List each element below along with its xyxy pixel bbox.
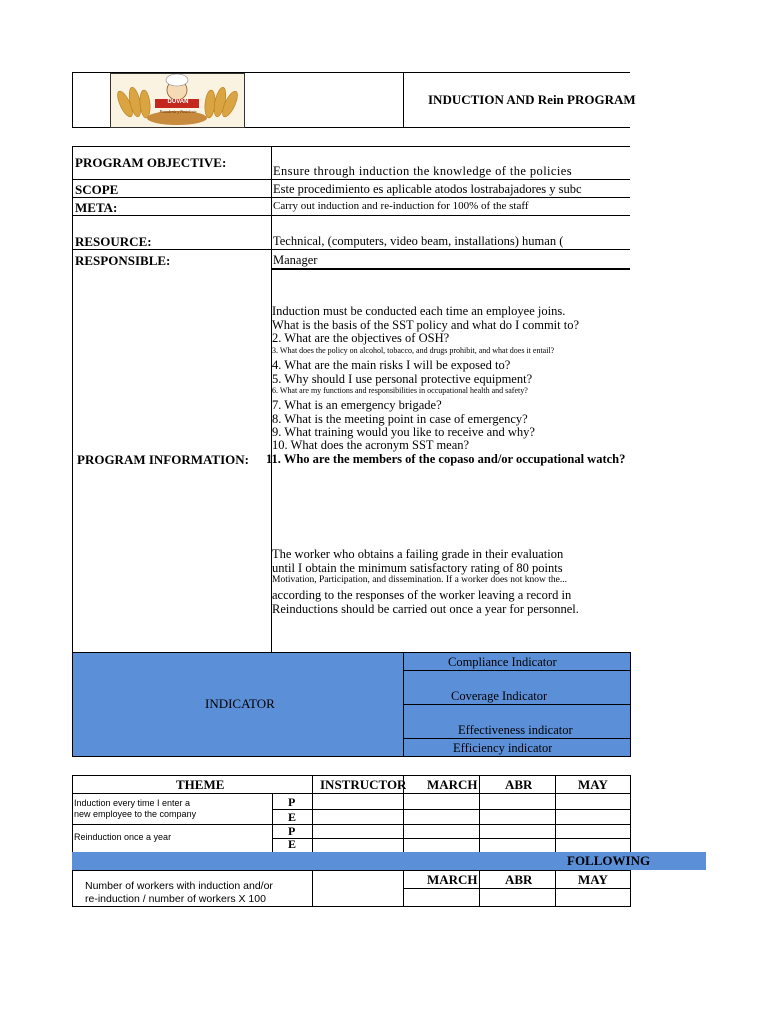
formula-line1: Number of workers with induction and/or xyxy=(85,880,273,892)
theme-induction-line2: new employee to the company xyxy=(74,809,197,819)
info-line: 4. What are the main risks I will be exposed to? xyxy=(272,358,511,372)
plan-marker: P xyxy=(288,824,296,838)
evaluation-line: Motivation, Participation, and dissemination. If a worker does not know the... xyxy=(272,575,567,585)
scope-value: Este procedimiento es aplicable atodos lostrabajadores y subc xyxy=(273,182,582,196)
info-line: 7. What is an emergency brigade? xyxy=(272,398,442,412)
follow-abr: ABR xyxy=(505,872,533,887)
evaluation-line: until I obtain the minimum satisfactory rating of 80 points xyxy=(272,561,563,575)
header-march: MARCH xyxy=(427,777,478,792)
indicator-label: INDICATOR xyxy=(205,696,275,711)
header-instructor: INSTRUCTOR xyxy=(320,777,407,792)
meta-label: META: xyxy=(75,200,118,215)
info-line: 6. What are my functions and responsibilities in occupational health and safety? xyxy=(272,386,528,395)
logo-text: DUVAN xyxy=(167,99,189,105)
effectiveness-indicator: Effectiveness indicator xyxy=(458,723,573,737)
responsible-label: RESPONSIBLE: xyxy=(75,253,171,268)
info-line: 9. What training would you like to receive and why? xyxy=(272,425,535,439)
objective-value: Ensure through induction the knowledge of the policies xyxy=(273,164,572,178)
page-title: INDUCTION AND Rein PROGRAM xyxy=(428,92,636,107)
plan-marker: P xyxy=(288,795,296,809)
objective-label: PROGRAM OBJECTIVE: xyxy=(75,155,227,170)
info-line: 10. What does the acronym SST mean? xyxy=(272,438,470,452)
formula-line2: re-induction / number of workers X 100 xyxy=(85,893,266,905)
theme-induction-line1: Induction every time I enter a xyxy=(74,798,191,808)
resource-value: Technical, (computers, video beam, installations) human ( xyxy=(273,234,564,248)
coverage-indicator: Coverage Indicator xyxy=(451,689,548,703)
compliance-indicator: Compliance Indicator xyxy=(448,655,557,669)
info-line: 3. What does the policy on alcohol, tobacco, and drugs prohibit, and what does it entail? xyxy=(272,346,555,355)
program-info-label: PROGRAM INFORMATION: xyxy=(77,452,249,467)
evaluation-line: according to the responses of the worker leaving a record in xyxy=(272,588,572,602)
info-line: What is the basis of the SST policy and what do I commit to? xyxy=(272,318,580,332)
efficiency-indicator: Efficiency indicator xyxy=(453,741,553,755)
following-label: FOLLOWING xyxy=(567,853,651,868)
follow-march: MARCH xyxy=(427,872,478,887)
evaluation-line: Reinductions should be carried out once a year for personnel. xyxy=(272,602,579,616)
company-logo xyxy=(110,73,245,128)
info-line: 11. Who are the members of the copaso and/or occupational watch? xyxy=(266,452,626,466)
meta-value: Carry out induction and re-induction for 100% of the staff xyxy=(273,200,529,212)
execution-marker: E xyxy=(288,837,297,851)
logo-subtext: Panadería y Pastelería xyxy=(159,109,197,114)
info-line: 8. What is the meeting point in case of emergency? xyxy=(272,412,528,426)
responsible-value: Manager xyxy=(273,253,318,267)
info-line: 5. Why should I use personal protective equipment? xyxy=(272,372,533,386)
evaluation-line: The worker who obtains a failing grade in their evaluation xyxy=(272,547,564,561)
theme-reinduction: Reinduction once a year xyxy=(74,832,172,842)
info-line: 2. What are the objectives of OSH? xyxy=(272,331,450,345)
header-theme: THEME xyxy=(176,777,225,792)
follow-may: MAY xyxy=(578,872,608,887)
header-abr: ABR xyxy=(505,777,533,792)
resource-label: RESOURCE: xyxy=(75,234,152,249)
execution-marker: E xyxy=(288,810,297,824)
header-may: MAY xyxy=(578,777,608,792)
info-line: Induction must be conducted each time an employee joins. xyxy=(272,304,566,318)
scope-label: SCOPE xyxy=(75,182,119,197)
